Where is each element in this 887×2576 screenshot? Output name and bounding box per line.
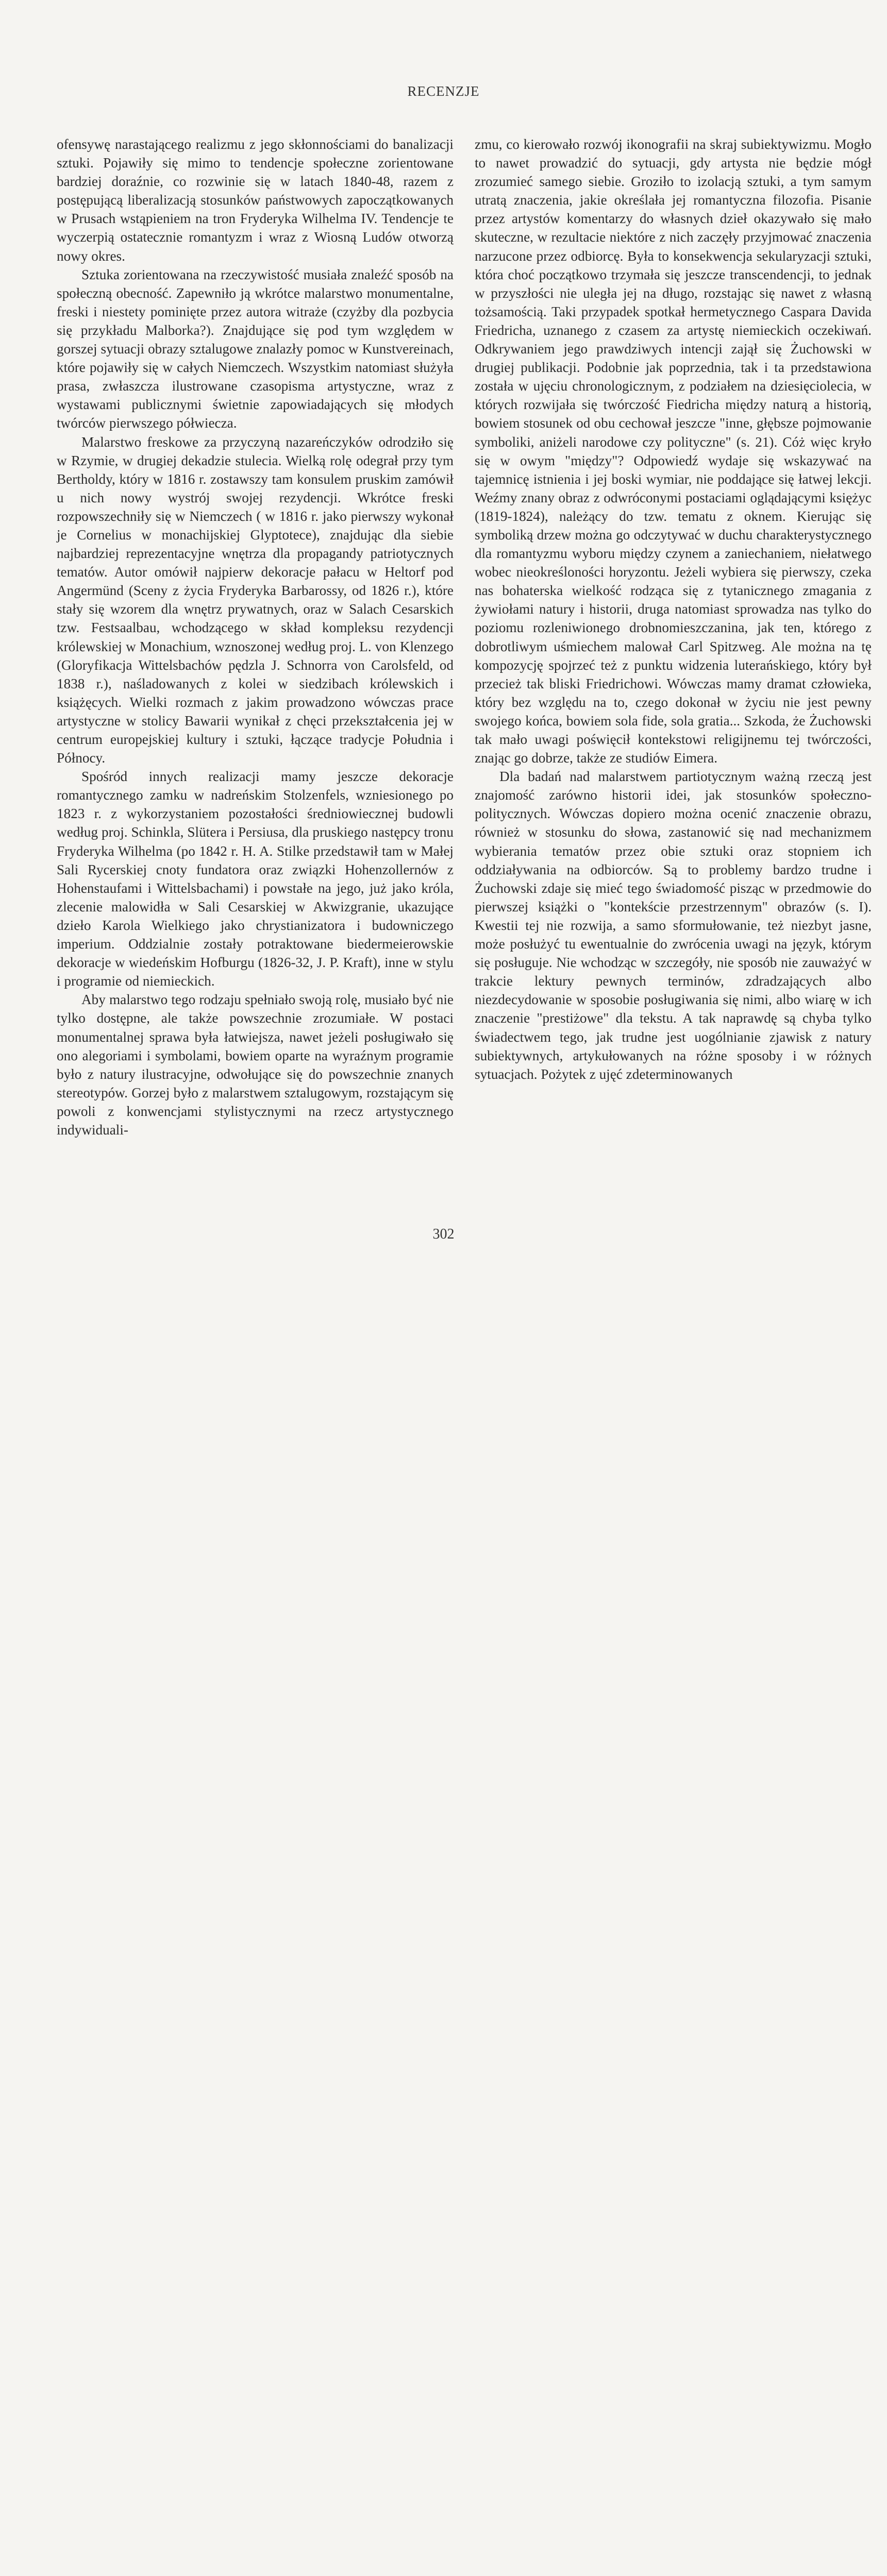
paragraph: zmu, co kierowało rozwój ikonografii na skraj subiektywizmu. Mogło to nawet prowadzić do sytuacji, gdy artysta nie będzie mógł zrozumieć samego siebie. Groziło to izolacją sztuki, a tym samym utratą znaczenia, jakie określała jej romantyczna filozofia. Pisanie przez artystów komentarzy do własnych dzieł okazywało się mało skuteczne, w rezultacie niektóre z nich zaczęły przyjmować znaczenia narzucone przez odbiorcę. Była to konsekwencja sekularyzacji sztuki, która choć początkowo trzymała się jeszcze transcendencji, to jednak w przyszłości nie uległa jej na długo, rozstając się nawet z własną tożsamością. Taki przypadek spotkał hermetycznego Caspara Davida Friedricha, uznanego z czasem za artystę niemieckich oczekiwań. Odkrywaniem jego prawdziwych intencji zajął się Żuchowski w drugiej publikacji. Podobnie jak poprzednia, tak i ta przedstawiona została w ujęciu chronologicznym, z podziałem na dziesięciolecia, w których rozwijała się twórczość Fiedricha między naturą a historią, bowiem stosunek od obu cechował jeszcze "inne, głębsze pojmowanie symboliki, aniżeli narodowe czy polityczne" (s. 21). Cóż więc kryło się w owym "między"? Odpowiedź wydaje się wskazywać na tajemnicę istnienia i jej boski wymiar, nie poddające się łatwej lekcji. Weźmy znany obraz z odwróconymi postaciami oglądającymi księżyc (1819-1824), należący do tzw. tematu z oknem. Kierując się symboliką drzew można go odczytywać w duchu charakterystycznego dla romantyzmu wyboru między czynem a zaniechaniem, niełatwego wobec nieokreśloności horyzontu. Jeżeli wybiera się pierwszy, czeka nas bohaterska wielkość rodząca się z tytanicznego zmagania z żywiołami natury i historii, druga natomiast sprowadza nas tylko do poziomu rozleniwionego drobnomieszczanina, jak ten, którego z dobrotliwym uśmiechem malował Carl Spitzweg. Ale można na tę kompozycję spojrzeć też z punktu widzenia luterańskiego, który był przecież tak bliski Friedrichowi. Wówczas mamy dramat człowieka, który bez względu na to, czego dokonał w życiu nie jest pewny swojego końca, bowiem sola fide, sola gratia... Szkoda, że Żuchowski tak mało uwagi poświęcił kontekstowi religijnemu tej twórczości, znając go dobrze, także ze studiów Eimera.: [475, 137, 872, 766]
paragraph: Sztuka zorientowana na rzeczywistość musiała znaleźć sposób na społeczną obecność. Zapewniło ją wkrótce malarstwo monumentalne, freski i niestety pominięte przez autora witraże (czyżby dla pozbycia się przykładu Malborka?). Znajdujące się pod tym względem w gorszej sytuacji obrazy sztalugowe znalazły pomoc w Kunstvereinach, które pojawiły się w całych Niemczech. Wszystkim natomiast służyła prasa, zwłaszcza ilustrowane czasopisma artystyczne, wraz z wystawami publicznymi świetnie zapowiadających się młodych twórców pierwszego półwiecza.: [57, 266, 454, 431]
paragraph: Spośród innych realizacji mamy jeszcze dekoracje romantycznego zamku w nadreńskim Stolzenfels, wzniesionego po 1823 r. z wykorzystaniem pozostałości średniowiecznej budowli według proj. Schinkla, Slütera i Persiusa, dla pruskiego następcy tronu Fryderyka Wilhelma (po 1842 r. H. A. Stilke przedstawił tam w Małej Sali Rycerskiej cnoty fundatora oraz związki Hohenzollernów z Hohenstaufami i Wittelsbachami) i powstałe na jego, już jako króla, zlecenie malowidła w Sali Cesarskiej w Akwizgranie, ukazujące dzieło Karola Wielkiego jako chrystianizatora i budowniczego imperium. Oddzialnie zostały potraktowane biedermeierowskie dekoracje w wiedeńskim Hofburgu (1826-32, J. P. Kraft), inne w stylu i programie od niemieckich.: [57, 769, 454, 989]
page-number: 302: [432, 1226, 455, 1242]
paragraph: Aby malarstwo tego rodzaju spełniało swoją rolę, musiało być nie tylko dostępne, ale także powszechnie zrozumiałe. W postaci monumentalnej sprawa była łatwiejsza, nawet jeżeli posługiwało się ono alegoriami i symbolami, bowiem oparte na wyraźnym programie było z natury ilustracyjne, odwołujące się do powszechnie znanych stereotypów. Gorzej było z malarstwem sztalugowym, rozstającym się powoli z konwencjami stylistycznymi na rzecz artystycznego indywiduali-: [57, 992, 454, 1138]
paragraph: Dla badań nad malarstwem partiotycznym ważną rzeczą jest znajomość zarówno historii idei, jak stosunków społeczno-politycznych. Wówczas dopiero można ocenić znaczenie obrazu, również w stosunku do słowa, zastanowić się nad mechanizmem wybierania tematów przez obie sztuki oraz stopniem ich oddziaływania na odbiorców. Są to problemy bardzo trudne i Żuchowski zdaje się mieć tego świadomość pisząc w przedmowie do pierwszej książki o "kontekście przestrzennym" obrazów (s. I). Kwestii tej nie rozwija, a samo sformułowanie, też niezbyt jasne, może posłużyć tu ewentualnie do zwrócenia uwagi na język, którym się posługuje. Nie wchodząc w szczegóły, nie sposób nie zauważyć w trakcie lektury pewnych terminów, zdradzających albo niezdecydowanie w sposobie posługiwania się nimi, albo wiarę w ich znaczenie "prestiżowe" dla tekstu. A tak naprawdę są chyba tylko świadectwem tego, jak trudne jest uogólnianie zjawisk z natury subiektywnych, artykułowanych na różne sposoby i w różnych sytuacjach. Pożytek z ujęć zdeterminowanych: [475, 769, 872, 1082]
running-title: RECENZJE: [407, 83, 480, 99]
left-text-column: [57, 135, 454, 1139]
paragraph: Malarstwo freskowe za przyczyną nazareńczyków odrodziło się w Rzymie, w drugiej dekadzie stulecia. Wielką rolę odegrał przy tym Bertholdy, który w 1816 r. zostawszy tam konsulem pruskim zamówił u nich nowy wystrój swojej rezydencji. Wkrótce freski rozpowszechniły się w Niemczech ( w 1816 r. jako pierwszy wykonał je Cornelius w monachijskiej Glyptotece), znajdując dla siebie najbardziej reprezentacyjne wnętrza dla propagandy patriotycznych tematów. Autor omówił najpierw dekoracje pałacu w Heltorf pod Angermünd (Sceny z życia Fryderyka Barbarossy, od 1826 r.), które stały się wzorem dla wnętrz prywatnych, oraz w Salach Cesarskich tzw. Festsaalbau, wchodzącego w skład kompleksu rezydencji królewskiej w Monachium, wznoszonej według proj. L. von Klenzego (Gloryfikacja Wittelsbachów pędzla J. Schnorra von Carolsfeld, od 1838 r.), naśladowanych z kolei w siedzibach królewskich i książęcych. Wielki rozmach z jakim prowadzono wówczas prace artystyczne w stolicy Bawarii wynikał z chęci przekształcenia jej w centrum europejskiej kultury i sztuki, łączące tradycje Południa i Północy.: [57, 434, 454, 766]
digitization-footer: [0, 1309, 887, 1393]
paragraph: ofensywę narastającego realizmu z jego skłonnościami do banalizacji sztuki. Pojawiły się mimo to tendencje społeczne zorientowane bardziej doraźnie, co rozwinie się w latach 1840-48, razem z postępującą liberalizacją stosunków państwowych zapoczątkowanych w Prusach wstąpieniem na tron Fryderyka Wilhelma IV. Tendencje te wyczerpią ostatecznie romantyzm i wraz z Wiosną Ludów otworzą nowy okres.: [57, 137, 454, 264]
right-text-column: [475, 135, 872, 1083]
